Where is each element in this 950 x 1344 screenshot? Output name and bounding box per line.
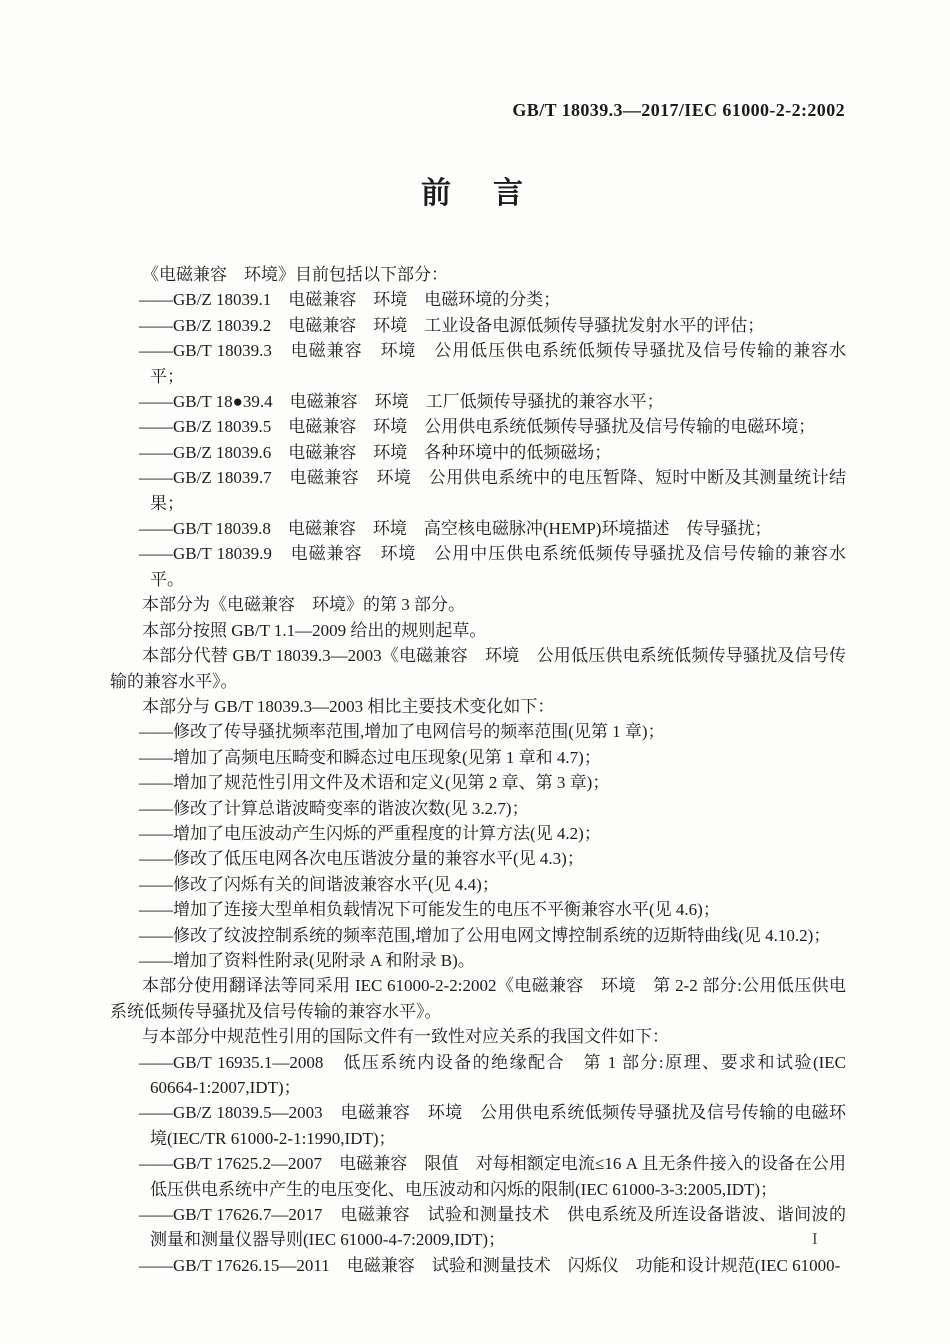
standard-list-item: ——GB/T 18●39.4 电磁兼容 环境 工厂低频传导骚扰的兼容水平； bbox=[139, 392, 664, 412]
page-number: I bbox=[812, 1229, 818, 1248]
foreword-paragraph: 本部分为《电磁兼容 环境》的第 3 部分。 bbox=[142, 595, 465, 615]
change-list-item: ——修改了传导骚扰频率范围,增加了电网信号的频率范围(见第 1 章)； bbox=[139, 722, 665, 742]
reference-list-item: ——GB/T 17626.15—2011 电磁兼容 试验和测量技术 闪烁仪 功能和设计规范(IEC 61000- bbox=[139, 1255, 841, 1275]
change-list-item: ——增加了高频电压畸变和瞬态过电压现象(见第 1 章和 4.7)； bbox=[139, 747, 601, 767]
reference-list-item: ——GB/T 16935.1—2008 低压系统内设备的绝缘配合 第 1 部分:原理、要求和试验(IEC 60664-1:2007,IDT)； bbox=[139, 1052, 846, 1097]
reference-list-item: ——GB/Z 18039.5—2003 电磁兼容 环境 公用供电系统低频传导骚扰及信号传输的电磁环境(IEC/TR 61000-2-1:1990,IDT)； bbox=[139, 1103, 846, 1148]
change-list-item: ——增加了规范性引用文件及术语和定义(见第 2 章、第 3 章)； bbox=[139, 773, 610, 793]
foreword-paragraph: 《电磁兼容 环境》目前包括以下部分： bbox=[142, 265, 448, 284]
standard-list-item: ——GB/T 18039.9 电磁兼容 环境 公用中压供电系统低频传导骚扰及信号传输的兼容水平。 bbox=[139, 544, 846, 589]
change-list-item: ——增加了连接大型单相负载情况下可能发生的电压不平衡兼容水平(见 4.6)； bbox=[139, 900, 720, 920]
standard-list-item: ——GB/Z 18039.7 电磁兼容 环境 公用供电系统中的电压暂降、短时中断及其测量统计结果； bbox=[139, 468, 846, 513]
foreword-body bbox=[110, 262, 846, 1278]
standard-list-item: ——GB/Z 18039.1 电磁兼容 环境 电磁环境的分类； bbox=[139, 290, 561, 310]
change-list-item: ——增加了资料性附录(见附录 A 和附录 B)。 bbox=[139, 950, 475, 970]
standard-list-item: ——GB/Z 18039.6 电磁兼容 环境 各种环境中的低频磁场； bbox=[139, 442, 612, 462]
foreword-paragraph: 本部分代替 GB/T 18039.3—2003《电磁兼容 环境 公用低压供电系统低频传导骚扰及信号传输的兼容水平》。 bbox=[110, 646, 846, 691]
foreword-paragraph: 与本部分中规范性引用的国际文件有一致性对应关系的我国文件如下： bbox=[142, 1027, 669, 1047]
standard-list-item: ——GB/Z 18039.2 电磁兼容 环境 工业设备电源低频传导骚扰发射水平的评估； bbox=[139, 315, 765, 335]
change-list-item: ——修改了闪烁有关的间谐波兼容水平(见 4.4)； bbox=[139, 874, 499, 894]
standard-list-item: ——GB/T 18039.8 电磁兼容 环境 高空核电磁脉冲(HEMP)环境描述 传导骚扰； bbox=[139, 519, 772, 539]
change-list-item: ——修改了纹波控制系统的频率范围,增加了公用电网文博控制系统的迈斯特曲线(见 4.10.2)； bbox=[139, 925, 831, 945]
standard-list-item: ——GB/T 18039.3 电磁兼容 环境 公用低压供电系统低频传导骚扰及信号传输的兼容水平； bbox=[139, 341, 846, 386]
foreword-title: 前 言 bbox=[421, 177, 529, 210]
foreword-paragraph: 本部分使用翻译法等同采用 IEC 61000-2-2:2002《电磁兼容 环境 第 2-2 部分:公用低压供电系统低频传导骚扰及信号传输的兼容水平》。 bbox=[110, 976, 846, 1021]
standard-number-header: GB/T 18039.3—2017/IEC 61000-2-2:2002 bbox=[512, 100, 845, 120]
change-list-item: ——增加了电压波动产生闪烁的严重程度的计算方法(见 4.2)； bbox=[139, 823, 601, 843]
change-list-item: ——修改了低压电网各次电压谐波分量的兼容水平(见 4.3)； bbox=[139, 849, 584, 869]
reference-list-item: ——GB/T 17625.2—2007 电磁兼容 限值 对每相额定电流≤16 A 且无条件接入的设备在公用低压供电系统中产生的电压变化、电压波动和闪烁的限制(IEC 61000-3-3:2005,IDT)； bbox=[139, 1154, 846, 1199]
reference-list-item: ——GB/T 17626.7—2017 电磁兼容 试验和测量技术 供电系统及所连设备谐波、谐间波的测量和测量仪器导则(IEC 61000-4-7:2009,IDT)； bbox=[139, 1205, 846, 1250]
change-list-item: ——修改了计算总谐波畸变率的谐波次数(见 3.2.7)； bbox=[139, 798, 529, 818]
foreword-paragraph: 本部分与 GB/T 18039.3—2003 相比主要技术变化如下： bbox=[142, 696, 555, 716]
standard-list-item: ——GB/Z 18039.5 电磁兼容 环境 公用供电系统低频传导骚扰及信号传输的电磁环境； bbox=[139, 417, 816, 437]
foreword-paragraph: 本部分按照 GB/T 1.1—2009 给出的规则起草。 bbox=[142, 620, 487, 640]
